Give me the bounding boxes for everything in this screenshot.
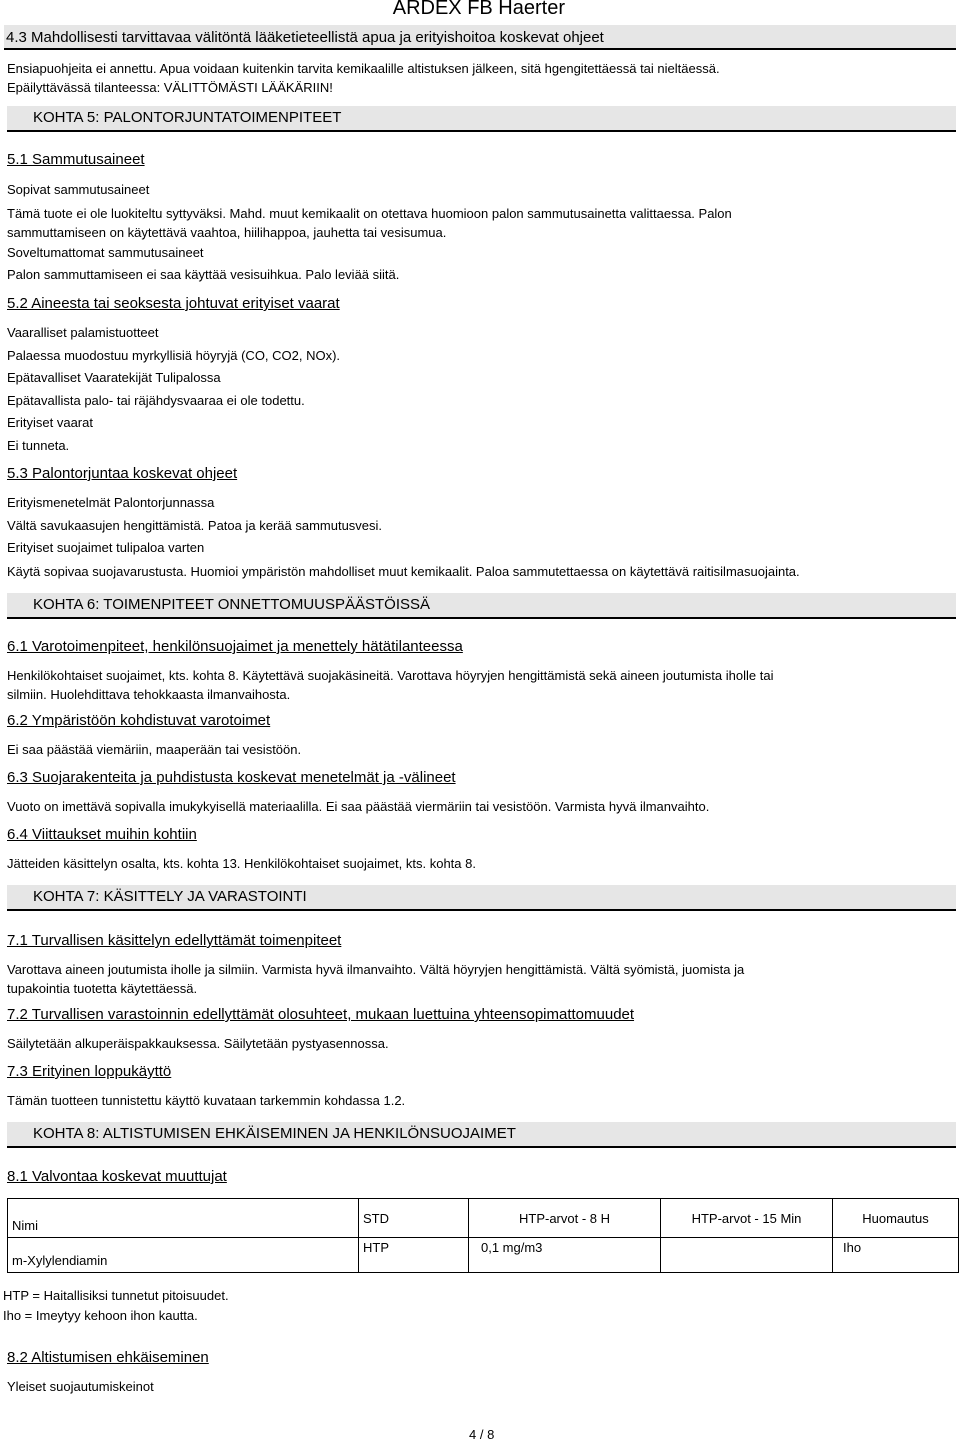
section-4-3-text-2: Epäilyttävässä tilanteessa: VÄLITTÖMÄSTI LÄÄKÄRIIN! — [7, 80, 333, 95]
protective-equipment-text: Käytä sopivaa suojavarustusta. Huomioi ympäristön mahdolliset muut kemikaalit. Paloa sammutettaessa on käytettävä raitisilmasuojainta. — [7, 564, 800, 579]
suitable-media-text-2: sammuttamiseen on käytettävä vaahtoa, hiilihappoa, jauhetta tai vesisumua. — [7, 225, 447, 240]
table-header-cell: Huomautus — [833, 1199, 959, 1238]
table-cell: Iho — [833, 1238, 959, 1273]
kohta-8-heading — [7, 1122, 956, 1148]
table-cell: m-Xylylendiamin — [8, 1238, 359, 1273]
section-5-1-title: 5.1 Sammutusaineet — [7, 151, 145, 168]
combustion-products-label: Vaaralliset palamistuotteet — [7, 325, 159, 340]
unsuitable-media-label: Soveltumattomat sammutusaineet — [7, 245, 204, 260]
fire-hazards-text: Epätavallista palo- tai räjähdysvaaraa ei ole todettu. — [7, 393, 305, 408]
section-8-2-title: 8.2 Altistumisen ehkäiseminen — [7, 1349, 209, 1366]
exposure-limits-table — [7, 1198, 959, 1273]
kohta-5-heading — [7, 106, 956, 132]
section-7-2-title: 7.2 Turvallisen varastoinnin edellyttämät olosuhteet, mukaan luettuina yhteensopimattomuudet — [7, 1006, 635, 1023]
table-row — [8, 1238, 959, 1273]
combustion-products-text: Palaessa muodostuu myrkyllisiä höyryjä (CO, CO2, NOx). — [7, 348, 341, 363]
kohta-7-heading — [7, 885, 956, 911]
section-6-4-text: Jätteiden käsittelyn osalta, kts. kohta 13. Henkilökohtaiset suojaimet, kts. kohta 8. — [7, 856, 476, 871]
section-6-4-title: 6.4 Viittaukset muihin kohtiin — [7, 826, 197, 843]
protective-equipment-label: Erityiset suojaimet tulipaloa varten — [7, 540, 205, 555]
section-7-1-title: 7.1 Turvallisen käsittelyn edellyttämät toimenpiteet — [7, 932, 342, 949]
table-header-cell: Nimi — [8, 1199, 359, 1238]
section-7-3-title: 7.3 Erityinen loppukäyttö — [7, 1063, 172, 1080]
section-5-3-title: 5.3 Palontorjuntaa koskevat ohjeet — [7, 465, 238, 482]
special-hazards-label: Erityiset vaarat — [7, 415, 93, 430]
section-7-1-text-1: Varottava aineen joutumista iholle ja silmiin. Varmista hyvä ilmanvaihto. Vältä höyryjen hengittämistä. Vältä syömistä, juomista ja — [7, 962, 745, 977]
general-protection-label: Yleiset suojautumiskeinot — [7, 1379, 154, 1394]
document-product-name: ARDEX FB Haerter — [392, 0, 565, 19]
section-6-3-text: Vuoto on imettävä sopivalla imukykyisellä materiaalilla. Ei saa päästää viermäriin tai vesistöön. Varmista hyvä ilmanvaihto. — [7, 799, 710, 814]
section-8-1-title: 8.1 Valvontaa koskevat muuttujat — [7, 1168, 227, 1185]
section-6-1-text-2: silmiin. Huolehdittava tehokkaasta ilmanvaihosta. — [7, 687, 291, 702]
section-7-3-text: Tämän tuotteen tunnistettu käyttö kuvataan tarkemmin kohdassa 1.2. — [7, 1093, 406, 1108]
kohta-6-heading — [7, 593, 956, 619]
table-header-cell: HTP-arvot - 15 Min — [661, 1199, 833, 1238]
firefighting-methods-text: Vältä savukaasujen hengittämistä. Patoa ja kerää sammutusvesi. — [7, 518, 383, 533]
table-cell: HTP — [359, 1238, 469, 1273]
section-4-3-text-1: Ensiapuohjeita ei annettu. Apua voidaan kuitenkin tarvita kemikaalille altistuksen jälkeen, sitä hgengitettäessä tai nieltäessä. — [7, 61, 720, 76]
section-6-1-text-1: Henkilökohtaiset suojaimet, kts. kohta 8. Käytettävä suojakäsineitä. Varottava höyryjen hengittämistä sekä aineen joutumista iholle tai — [7, 668, 774, 683]
kohta-6-title: KOHTA 6: TOIMENPITEET ONNETTOMUUSPÄÄSTÖISSÄ — [33, 596, 431, 613]
kohta-7-title: KOHTA 7: KÄSITTELY JA VARASTOINTI — [33, 888, 307, 905]
table-header-cell: STD — [359, 1199, 469, 1238]
section-6-3-title: 6.3 Suojarakenteita ja puhdistusta koskevat menetelmät ja -välineet — [7, 769, 456, 786]
table-cell — [661, 1238, 833, 1273]
section-5-2-title: 5.2 Aineesta tai seoksesta johtuvat erityiset vaarat — [7, 295, 340, 312]
section-6-1-title: 6.1 Varotoimenpiteet, henkilönsuojaimet ja menettely hätätilanteessa — [7, 638, 463, 655]
table-header-cell: HTP-arvot - 8 H — [469, 1199, 661, 1238]
section-6-2-text: Ei saa päästää viemäriin, maaperään tai vesistöön. — [7, 742, 302, 757]
special-hazards-text: Ei tunneta. — [7, 438, 70, 453]
firefighting-methods-label: Erityismenetelmät Palontorjunnassa — [7, 495, 215, 510]
table-header-row — [8, 1199, 959, 1238]
section-4-3-bar — [4, 25, 956, 50]
section-4-3-title: 4.3 Mahdollisesti tarvittavaa välitöntä lääketieteellistä apua ja erityishoitoa koskevat ohjeet — [6, 29, 604, 46]
section-7-1-text-2: tupakointia tuotetta käytettäessä. — [7, 981, 198, 996]
table-cell: 0,1 mg/m3 — [469, 1238, 661, 1273]
page-number: 4 / 8 — [469, 1427, 495, 1442]
suitable-media-text-1: Tämä tuote ei ole luokiteltu syttyväksi. Mahd. muut kemikaalit on otettava huomioon palon sammutusainetta valittaessa. Palon — [7, 206, 732, 221]
suitable-media-label: Sopivat sammutusaineet — [7, 182, 150, 197]
table-note-htp: HTP = Haitallisiksi tunnetut pitoisuudet. — [3, 1288, 229, 1303]
kohta-8-title: KOHTA 8: ALTISTUMISEN EHKÄISEMINEN JA HENKILÖNSUOJAIMET — [33, 1125, 516, 1142]
unsuitable-media-text: Palon sammuttamiseen ei saa käyttää vesisuihkua. Palo leviää siitä. — [7, 267, 400, 282]
section-7-2-text: Säilytetään alkuperäispakkauksessa. Säilytetään pystyasennossa. — [7, 1036, 389, 1051]
fire-hazards-label: Epätavalliset Vaaratekijät Tulipalossa — [7, 370, 221, 385]
kohta-5-title: KOHTA 5: PALONTORJUNTATOIMENPITEET — [33, 109, 342, 126]
section-6-2-title: 6.2 Ympäristöön kohdistuvat varotoimet — [7, 712, 271, 729]
table-note-iho: Iho = Imeytyy kehoon ihon kautta. — [3, 1308, 198, 1323]
